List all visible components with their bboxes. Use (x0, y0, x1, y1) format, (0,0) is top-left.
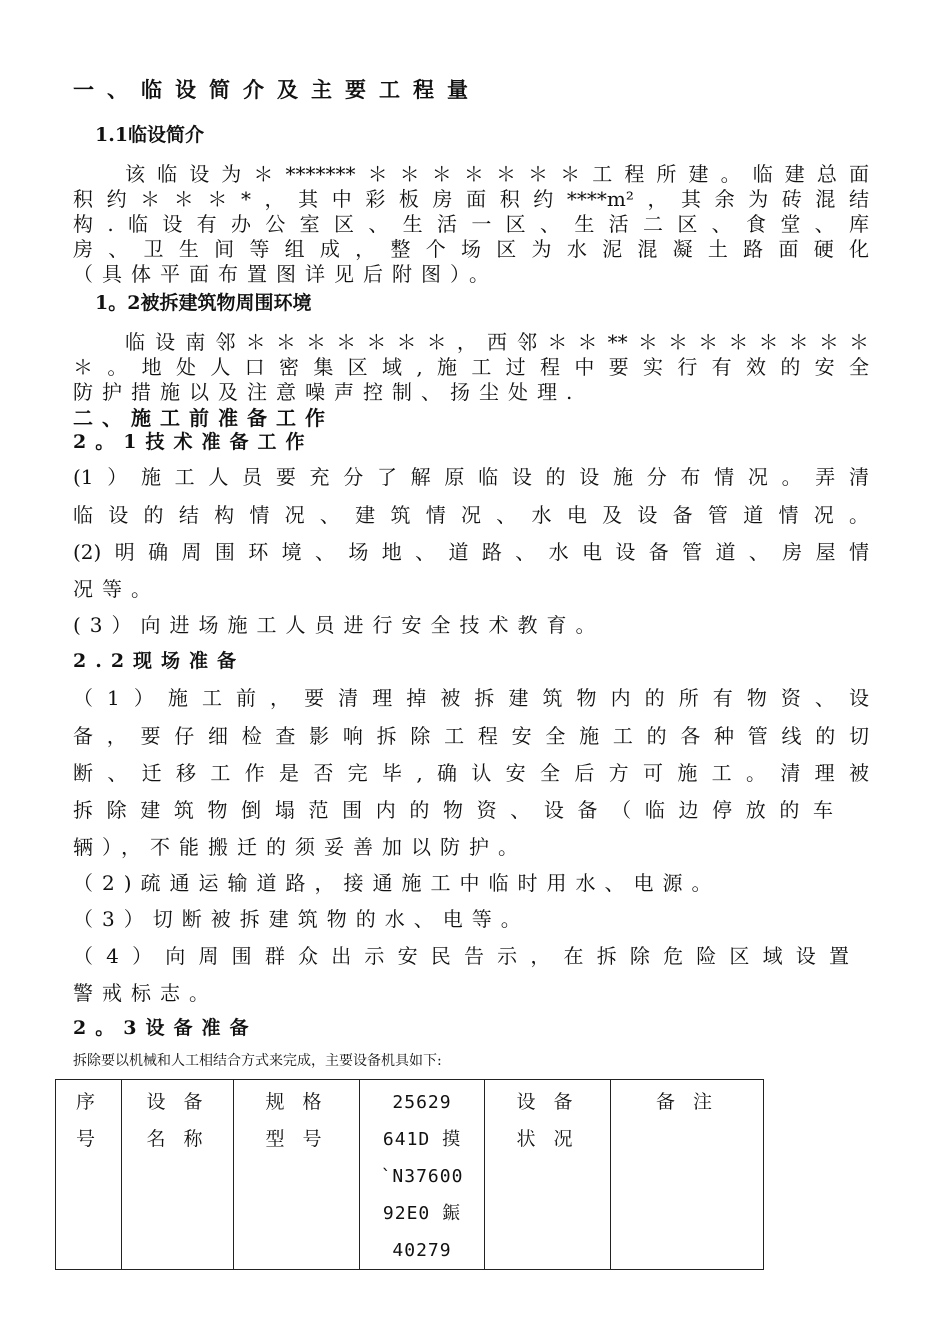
text-line: 断、迁移工作是否完毕,确认安全后方可施工。清理被 (73, 761, 869, 785)
subsection-title-1-2: 1。2被拆建筑物周围环境 (95, 292, 312, 314)
text-line: （4）向周围群众出示安民告示，在拆除危险区域设置 (73, 944, 849, 968)
text-line: (3）向进场施工人员进行安全技术教育。 (73, 613, 605, 637)
text-line: 拆除建筑物倒塌范围内的物资、设备（临边停放的车 (73, 798, 833, 822)
cell-text: 名 称 (146, 1128, 209, 1150)
text-line: （具体平面布置图详见后附图）。 (73, 262, 498, 286)
cell-text: 92E0 鋠 (382, 1203, 462, 1224)
cell-text: 设 备 (146, 1091, 209, 1113)
text-line: 警戒标志。 (73, 981, 218, 1005)
cell-text: `N37600 (380, 1166, 464, 1187)
text-line: 构.临设有办公室区、生活一区、生活二区、食堂、库 (73, 212, 869, 236)
text-line: 房、卫生间等组成，整个场区为水泥混凝土路面硬化 (73, 237, 869, 261)
cell-text: 状 况 (516, 1128, 579, 1150)
cell-text: 备 注 (655, 1091, 719, 1113)
col-garbled-code (360, 1080, 485, 1270)
text-line: 辆），不能搬迁的须妥善加以防护。 (73, 835, 527, 859)
cell-text: 641D 摸 (382, 1129, 462, 1150)
table-row (56, 1080, 764, 1270)
equipment-table (55, 1079, 764, 1270)
subsection-title-1-1: 1.1临设简介 (95, 124, 205, 146)
text-line: （2)疏通运输道路，接通施工中临时用水、电源。 (73, 871, 721, 895)
col-spec-model (234, 1080, 360, 1270)
cell-text: 号 (75, 1128, 101, 1150)
cell-text: 序 (75, 1091, 101, 1113)
cell-text: 规 格 (265, 1091, 328, 1113)
col-equipment-name (122, 1080, 234, 1270)
text-line: 该临设为＊*******＊＊＊＊＊＊＊工程所建。临建总面 (125, 162, 869, 186)
col-seq (56, 1080, 122, 1270)
cell-text: 40279 (392, 1240, 452, 1261)
subsection-title-2-3: 2。3设备准备 (73, 1017, 258, 1039)
text-line: （3）切断被拆建筑物的水、电等。 (73, 907, 530, 931)
cell-text: 型 号 (265, 1128, 328, 1150)
text-line: (2)明确周围环境、场地、道路、水电设备管道、房屋情 (73, 540, 869, 564)
text-line: 防护措施以及注意噪声控制、扬尘处理. (73, 380, 582, 404)
text-line: 临设的结构情况、建筑情况、水电及设备管道情况。 (73, 503, 869, 527)
section-heading-1: 一、临设简介及主要工程量 (73, 77, 481, 102)
text-line: ＊。地处人口密集区域,施工过程中要实行有效的安全 (73, 355, 869, 379)
cell-text: 设 备 (516, 1091, 579, 1113)
section-heading-2: 二、施工前准备工作 (73, 406, 334, 430)
text-line: 临设南邻＊＊＊＊＊＊＊，西邻＊＊**＊＊＊＊＊＊＊＊ (125, 330, 869, 354)
subsection-title-2-1: 2。1技术准备工作 (73, 431, 314, 453)
text-line: （1）施工前，要清理掉被拆建筑物内的所有物资、设 (73, 686, 869, 710)
text-line: 备，要仔细检查影响拆除工程安全施工的各种管线的切 (73, 724, 869, 748)
col-equipment-status (485, 1080, 611, 1270)
text-line: 况等。 (73, 577, 160, 601)
equipment-intro: 拆除要以机械和人工相结合方式来完成，主要设备机具如下: (73, 1053, 442, 1069)
text-line: (1）施工人员要充分了解原临设的设施分布情况。弄清 (73, 465, 869, 489)
subsection-title-2-2: 2.2现场准备 (73, 650, 246, 672)
cell-text: 25629 (392, 1092, 452, 1113)
col-remarks (611, 1080, 764, 1270)
text-line: 积约＊＊＊*，其中彩板房面积约****m²，其余为砖混结 (73, 187, 869, 211)
